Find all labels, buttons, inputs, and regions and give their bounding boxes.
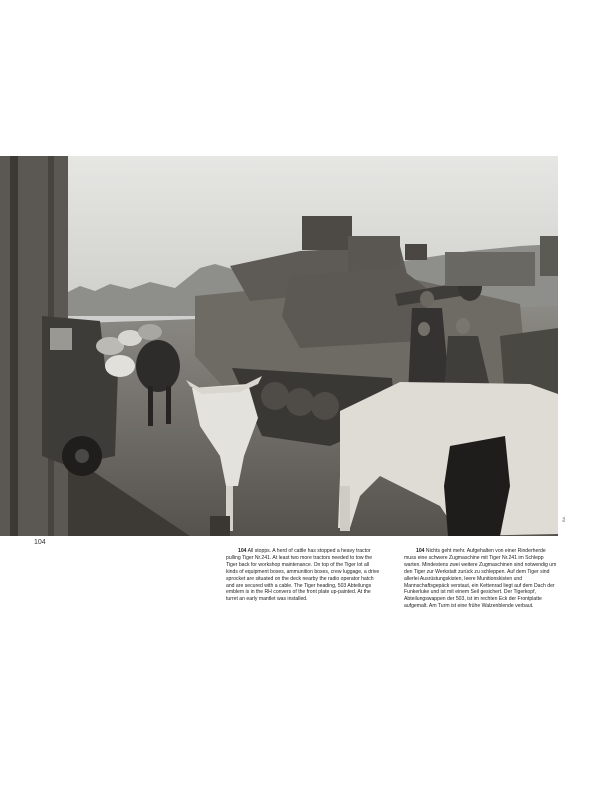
caption-number: 104 xyxy=(238,548,247,554)
caption-text: All stopps. A herd of cattle has stopped a heavy tractor pulling Tiger Nr.241. At least two more tractors needed to tow the Tiger back for workshop maintenance. On top of the Tiger lot all kinds of equipment boxes, ammunition boxes, crew luggage, a drive sprocket are situated on the deck nearby the radio operator hatch and are secured with a cable. The Tiger heading, 503 Abteilungs emblem is in the RH convers of the front plate up-painted. At the turret an early mantlet was installed. xyxy=(226,548,380,603)
cow-leg xyxy=(340,486,350,531)
historical-photo xyxy=(0,156,558,536)
photo-credit: BA xyxy=(561,516,566,522)
tank-turret xyxy=(282,268,430,348)
dark-cow-body xyxy=(136,340,180,392)
distant-vehicle xyxy=(540,236,558,276)
wagon-edge xyxy=(10,156,18,536)
road-wheel xyxy=(261,382,289,410)
soldier-head xyxy=(418,322,430,336)
equipment-box xyxy=(405,244,427,260)
page-number: 104 xyxy=(34,539,46,546)
caption-german xyxy=(404,548,557,610)
cattle-distant xyxy=(105,355,135,377)
truck-wheel-hub xyxy=(75,449,89,463)
dark-cow-leg xyxy=(166,386,171,424)
dark-cow-leg xyxy=(148,386,153,426)
equipment-box xyxy=(302,216,352,250)
distant-tractor xyxy=(445,252,535,286)
equipment-box xyxy=(348,236,400,272)
caption-number: 104 xyxy=(416,548,425,554)
white-cow-shadow xyxy=(210,516,230,536)
road-wheel xyxy=(286,388,314,416)
road-wheel xyxy=(311,392,339,420)
foreground-cow-patch xyxy=(444,436,510,536)
caption-english xyxy=(226,548,382,603)
soldier-head xyxy=(456,318,470,334)
photo-scene xyxy=(0,156,558,536)
soldier-head xyxy=(420,291,434,307)
cattle-distant xyxy=(138,324,162,340)
truck-window xyxy=(50,328,72,350)
caption-text: Nichts geht mehr. Aufgehalten von einer Rinderherde muss eine schwere Zugmaschine mit Tiger Nr.241 im Schlepp warten. Mindestens zwei weitere Zugmaschinen sind notwendig um den Tiger zur Werkstatt zurück zu schleppen. Auf dem Tiger sind allerlei Ausrüstungskisten, leere Munitionskisten und Mannschaftsgepäck verstaut, ein Kettenrad liegt auf dem Dach der Funkerluke und ist mit einem Seil gesichert. Der Tigerkopf, Abteilungswappen der 503, ist im rechten Eck der Frontplatte aufgemalt. Am Turm ist eine frühe Walzenblende verbaut. xyxy=(404,548,557,610)
